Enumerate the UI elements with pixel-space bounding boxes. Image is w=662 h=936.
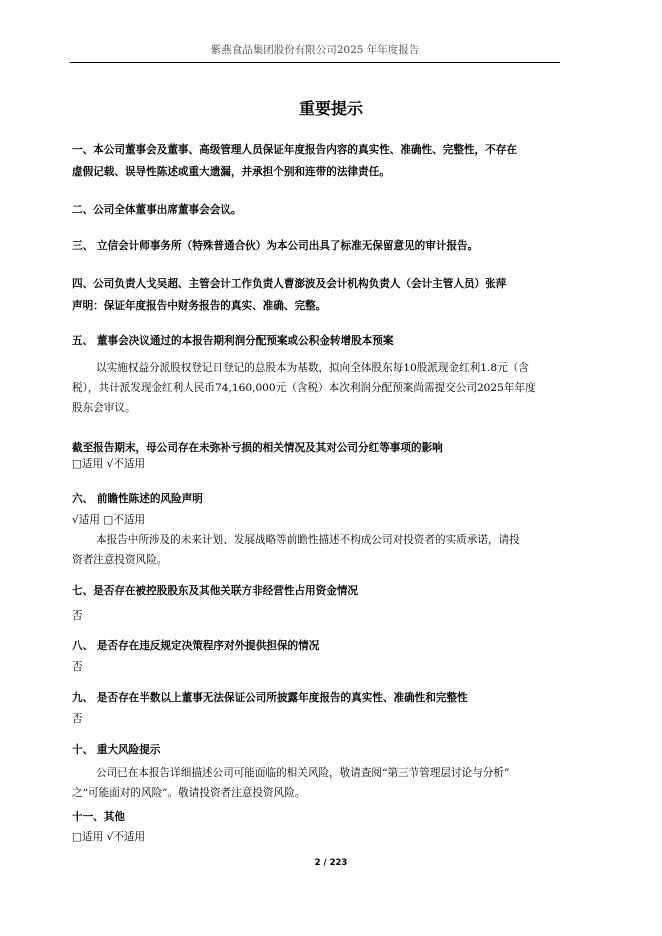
section-7-heading: 七、是否存在被控股股东及其他关联方非经营性占用资金情况 bbox=[72, 585, 359, 597]
section-6-choice: √适用 □不适用 bbox=[72, 514, 146, 526]
section-10-heading: 十、 重大风险提示 bbox=[72, 744, 161, 756]
section-6-body-line-1: 本报告中所涉及的未来计划、发展战略等前瞻性描述不构成公司对投资者的实质承诺，请投 bbox=[96, 534, 520, 546]
section-9-heading: 九、 是否存在半数以上董事无法保证公司所披露年度报告的真实性、准确性和完整性 bbox=[72, 692, 468, 704]
unrecovered-loss-heading: 截至报告期末，母公司存在未弥补亏损的相关情况及其对公司分红等事项的影响 bbox=[72, 442, 443, 454]
section-2: 二、公司全体董事出席董事会会议。 bbox=[72, 204, 242, 216]
section-10-body-line-1: 公司已在本报告详细描述公司可能面临的相关风险，敬请查阅“第三节管理层讨论与分析” bbox=[96, 767, 510, 779]
section-5-body-line-1: 以实施权益分派股权登记日登记的总股本为基数，拟向全体股东每10股派现金红利1.8元（含 bbox=[96, 362, 529, 374]
section-1-line-2: 虚假记载、误导性陈述或重大遗漏，并承担个别和连带的法律责任。 bbox=[72, 166, 390, 178]
section-11-heading: 十一、其他 bbox=[72, 811, 125, 823]
section-8-answer: 否 bbox=[72, 661, 83, 673]
section-4-line-2: 声明：保证年度报告中财务报告的真实、准确、完整。 bbox=[72, 300, 327, 312]
section-11-choice: □适用 √不适用 bbox=[72, 831, 146, 843]
section-1-line-1: 一、本公司董事会及董事、高级管理人员保证年度报告内容的真实性、准确性、完整性，不存在 bbox=[72, 144, 517, 156]
page-title: 重要提示 bbox=[298, 99, 363, 118]
section-6-body-line-2: 资者注意投资风险。 bbox=[72, 554, 168, 566]
section-6-heading: 六、 前瞻性陈述的风险声明 bbox=[72, 493, 203, 505]
section-7-answer: 否 bbox=[72, 610, 83, 622]
header-divider bbox=[70, 62, 560, 63]
section-5-body-line-3: 股东会审议。 bbox=[72, 402, 136, 414]
section-3: 三、 立信会计师事务所（特殊普通合伙）为本公司出具了标准无保留意见的审计报告。 bbox=[72, 240, 479, 252]
running-header: 紫燕食品集团股份有限公司2025 年年度报告 bbox=[210, 44, 420, 56]
section-8-heading: 八、 是否存在违反规定决策程序对外提供担保的情况 bbox=[72, 640, 320, 652]
section-10-body-line-2: 之“可能面对的风险”。敬请投资者注意投资风险。 bbox=[72, 787, 306, 799]
section-5-heading: 五、 董事会决议通过的本报告期利润分配预案或公积金转增股本预案 bbox=[72, 335, 394, 347]
section-4-line-1: 四、公司负责人戈吴超、主管会计工作负责人曹澎波及会计机构负责人（会计主管人员）张萍 bbox=[72, 278, 507, 290]
unrecovered-loss-choice: □适用 √不适用 bbox=[72, 458, 146, 470]
section-5-body-line-2: 税），共计派发现金红利人民币74,160,000元（含税）本次利润分配预案尚需提交公司2025年年度 bbox=[72, 382, 536, 394]
page-number: 2 / 223 bbox=[314, 858, 348, 868]
section-9-answer: 否 bbox=[72, 713, 83, 725]
